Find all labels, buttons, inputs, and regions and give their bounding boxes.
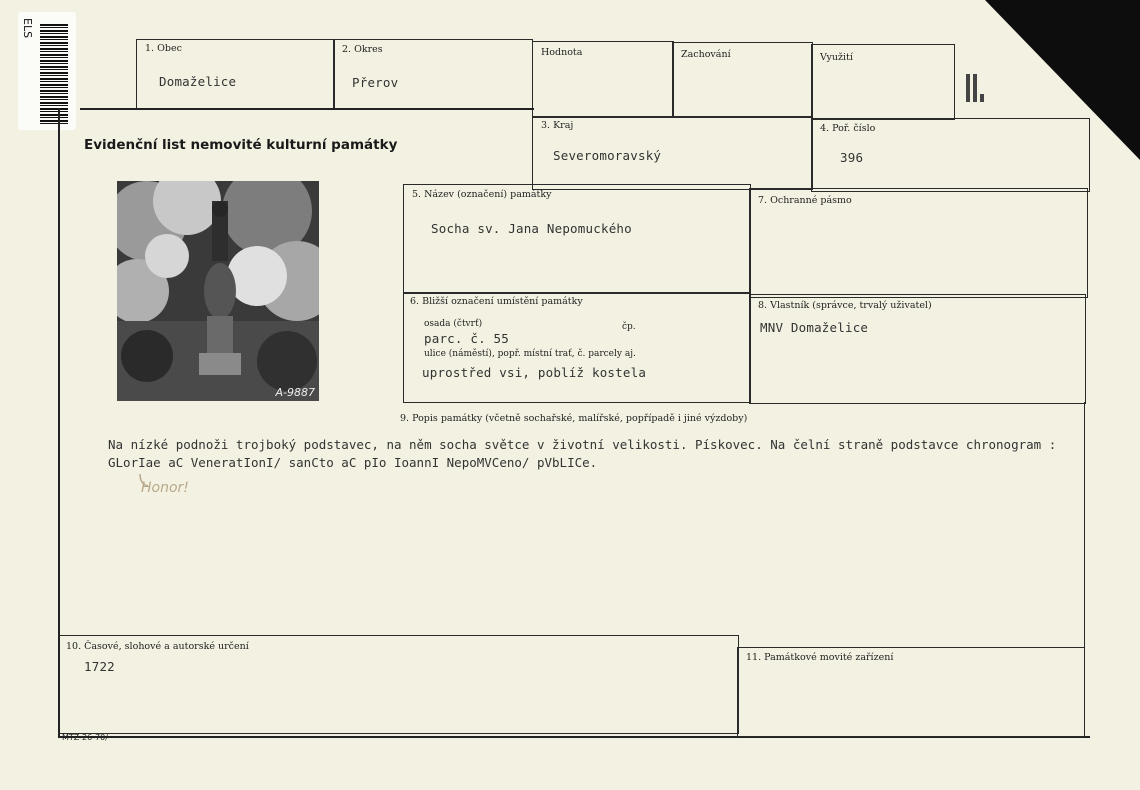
field-vlastnik (749, 294, 1086, 404)
field-cp-label: čp. (622, 322, 636, 332)
statue-photo-icon (117, 181, 319, 401)
field-kraj-label: 3. Kraj (541, 120, 574, 131)
field-okres (333, 39, 533, 110)
field-umisteni-label: 6. Bližší označení umístění památky (410, 296, 583, 307)
field-popis-label: 9. Popis památky (včetně sochařské, malířské, popřípadě i jiné výzdoby) (400, 413, 748, 424)
field-kraj-value: Severomoravský (553, 148, 662, 163)
field-popis-line-2: GLorIae aC VeneratIonI/ sanCto aC pIo IoannI NepoMVCeno/ pVbLICe. (108, 455, 598, 470)
handwritten-note: Honor! (141, 480, 189, 496)
field-ulice-label: ulice (náměstí), popř. místní trať, č. parcely aj. (424, 349, 636, 359)
field-nazev-label: 5. Název (označení) památky (412, 189, 552, 200)
card-top-line (80, 108, 534, 110)
field-zachovani-label: Zachování (681, 49, 731, 60)
field-casove-urceni (58, 635, 739, 734)
field-vyuziti-label: Využití (820, 52, 853, 63)
field-umisteni (403, 292, 751, 403)
field-obec-label: 1. Obec (145, 43, 182, 54)
field-obec-value: Domaželice (159, 74, 237, 89)
field-movite-zarizeni (737, 647, 1085, 737)
field-okres-label: 2. Okres (342, 44, 383, 55)
field-hodnota (532, 41, 674, 118)
field-okres-value: Přerov (352, 75, 399, 90)
photo-code: A-9887 (275, 386, 315, 399)
field-ulice-value: uprostřed vsi, poblíž kostela (422, 365, 647, 380)
field-ochranne-pasmo (749, 188, 1088, 298)
field-kraj (532, 116, 813, 190)
field-por-cislo (811, 118, 1090, 192)
field-nazev (403, 184, 751, 294)
field-obec (136, 39, 335, 110)
footer-code: MTZ-26-70/ (62, 733, 108, 742)
field-por-cislo-value: 396 (840, 150, 864, 165)
field-ochranne-pasmo-label: 7. Ochranné pásmo (758, 195, 852, 206)
barcode-label-text: ELS (21, 18, 34, 39)
field-vlastnik-label: 8. Vlastník (správce, trvalý uživatel) (758, 300, 932, 311)
field-popis-line-1: Na nízké podnoži trojboký podstavec, na něm socha světce v životní velikosti. Pískovec. Na čelní straně podstavce chronogram : (108, 437, 1057, 452)
page-title: Evidenční list nemovité kulturní památky (84, 137, 398, 153)
field-osada-value: parc. č. 55 (424, 331, 509, 346)
monument-photo (117, 181, 319, 401)
field-casove-urceni-label: 10. Časové, slohové a autorské určení (66, 641, 249, 652)
field-por-cislo-label: 4. Poř. číslo (820, 123, 876, 134)
field-vlastnik-value: MNV Domaželice (760, 320, 869, 335)
field-nazev-value: Socha sv. Jana Nepomuckého (431, 221, 632, 236)
field-popis-right-border (1084, 402, 1085, 649)
field-movite-zarizeni-label: 11. Památkové movité zařízení (746, 652, 894, 663)
field-casove-urceni-value: 1722 (84, 659, 115, 674)
field-osada-label: osada (čtvrť) (424, 319, 483, 329)
field-zachovani (672, 42, 813, 118)
roman-mark (966, 74, 986, 106)
field-hodnota-label: Hodnota (541, 47, 583, 58)
